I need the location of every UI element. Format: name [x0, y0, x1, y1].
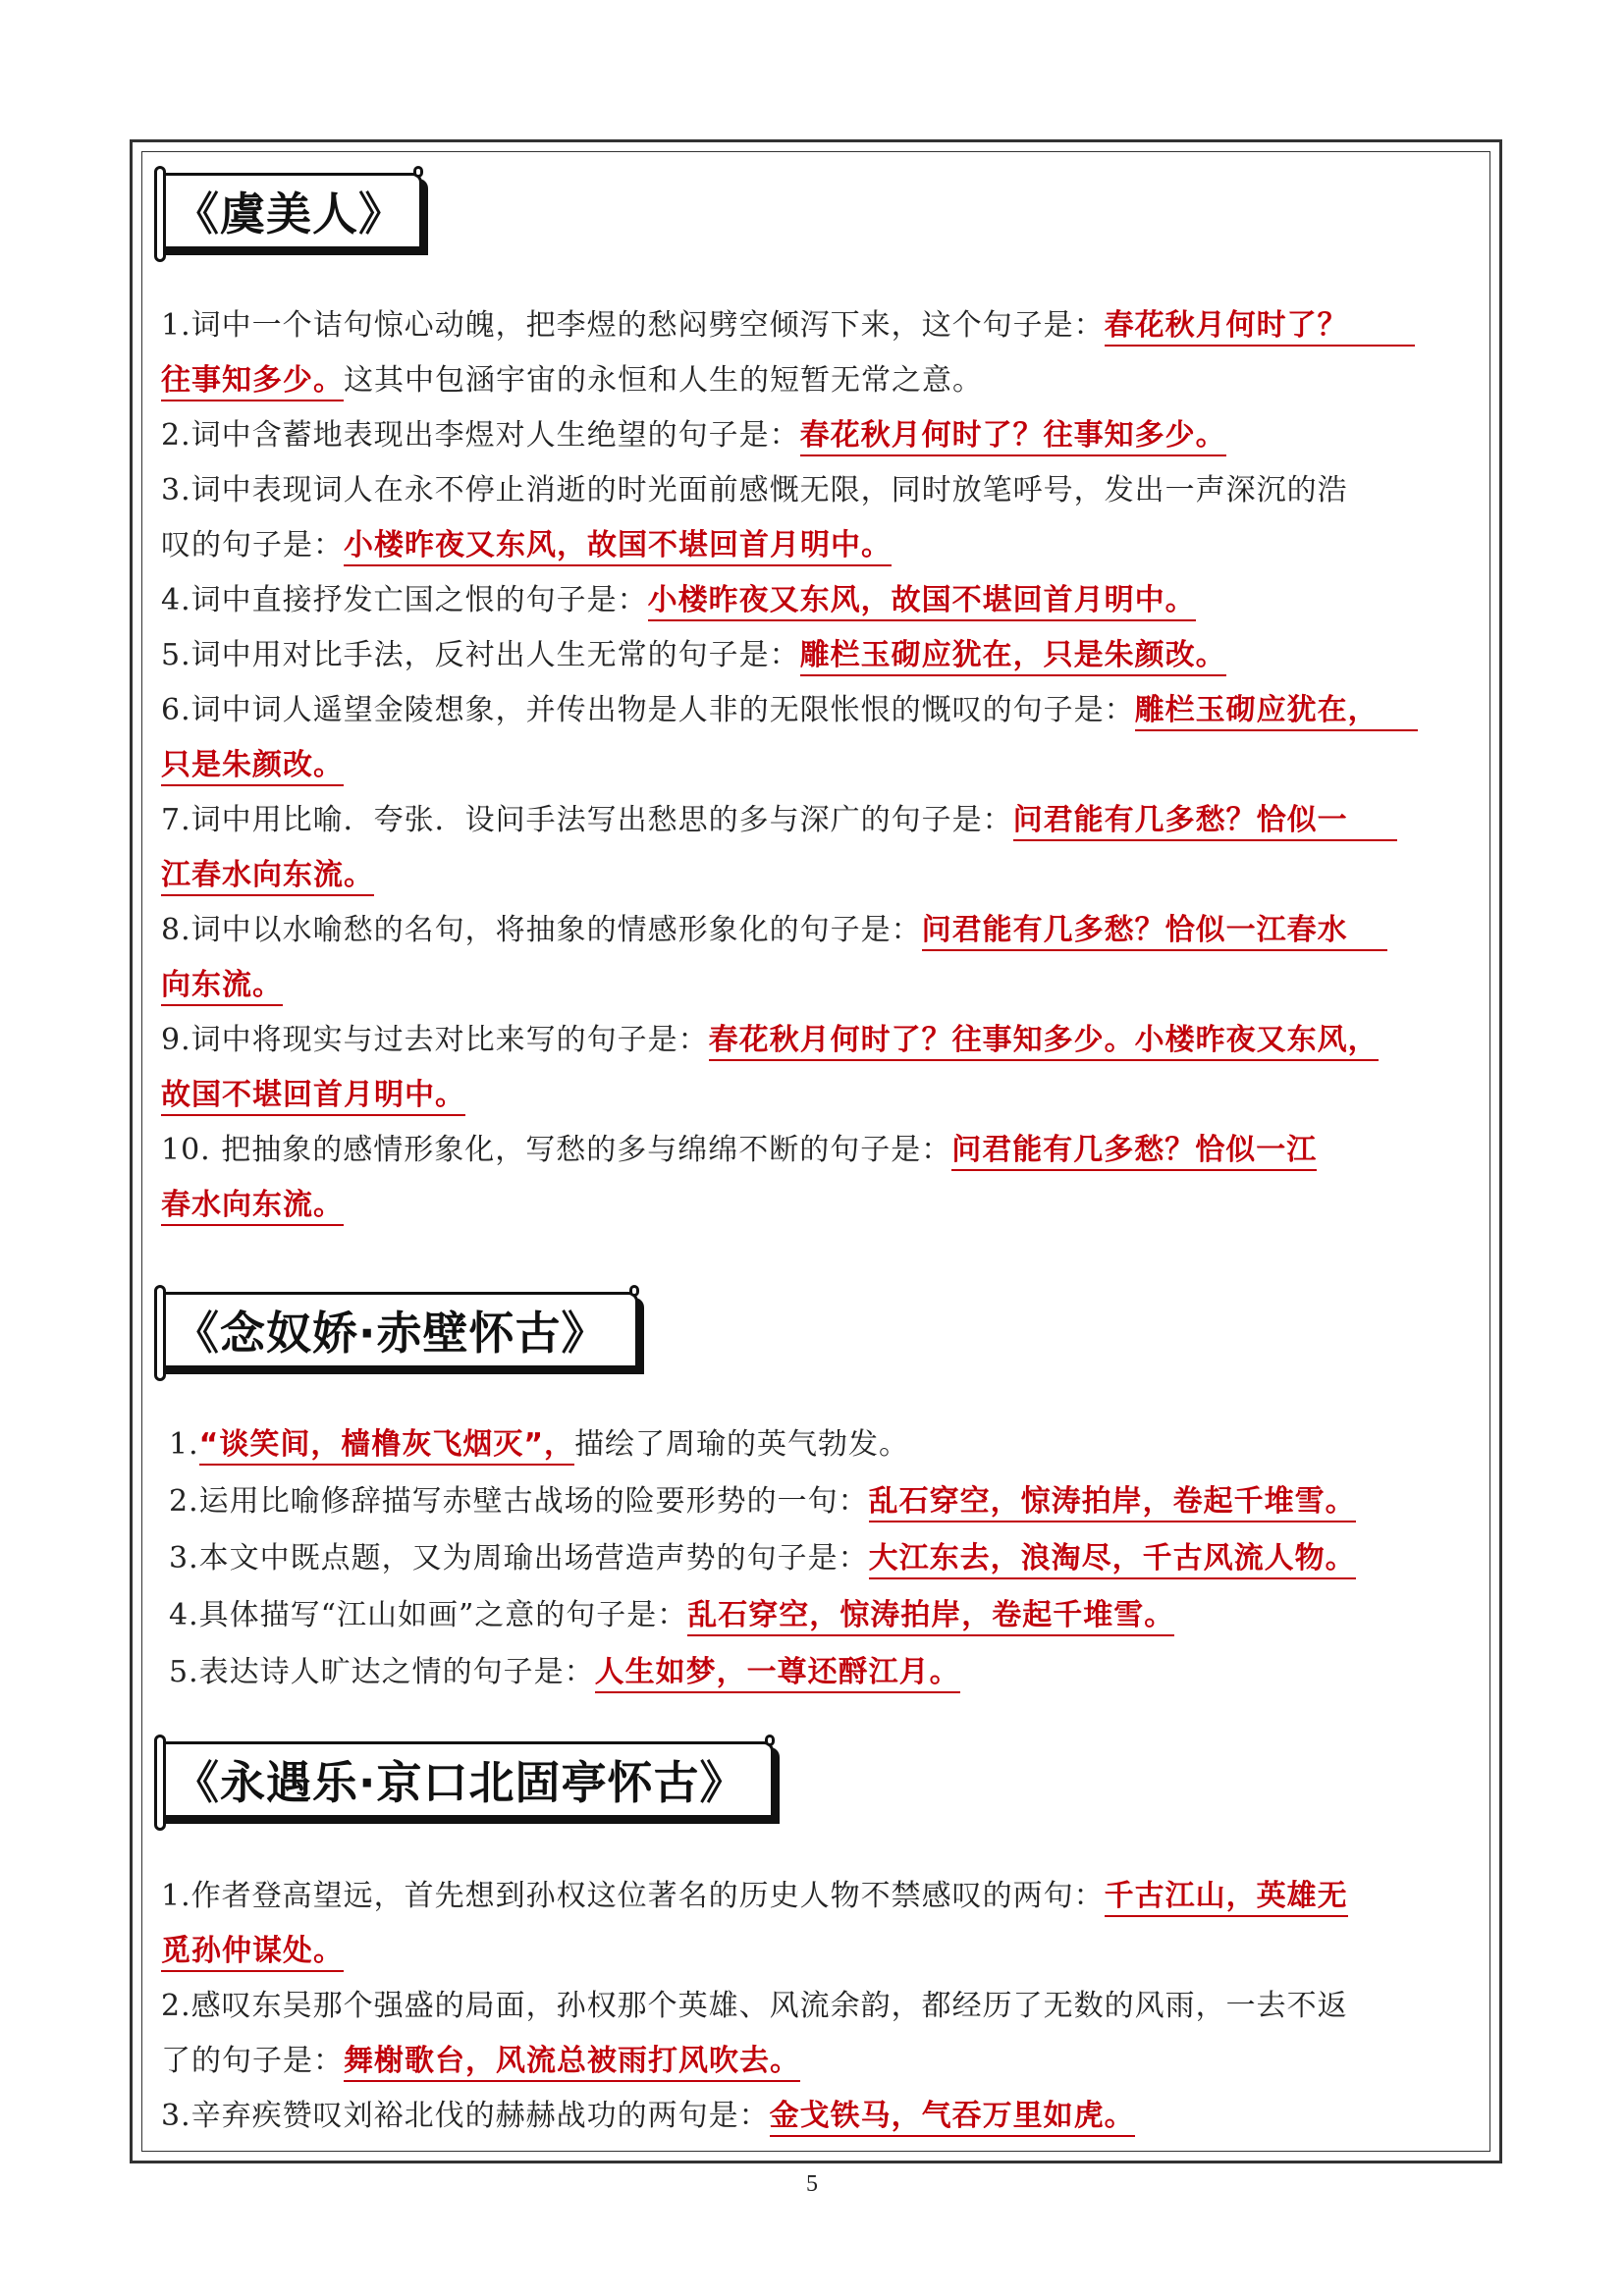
answer-text: 雕栏玉砌应犹在，	[1135, 693, 1379, 731]
question-line: 4.词中直接抒发亡国之恨的句子是：小楼昨夜又东风，故国不堪回首月明中。	[161, 581, 1196, 620]
question-line: 1.词中一个诘句惊心动魄，把李煜的愁闷劈空倾泻下来，这个句子是：春花秋月何时了？	[161, 306, 1415, 347]
question-line: 8.词中以水喻愁的名句，将抽象的情感形象化的句子是：问君能有几多愁？恰似一江春水	[161, 911, 1387, 951]
question-line	[161, 746, 344, 785]
question-line: 往事知多少。这其中包涵宇宙的永恒和人生的短暂无常之意。	[161, 361, 983, 400]
answer-text: 千古江山，英雄无	[1105, 1879, 1348, 1917]
question-line: 5.词中用对比手法，反衬出人生无常的句子是：雕栏玉砌应犹在，只是朱颜改。	[161, 636, 1226, 675]
question-line: 5.表达诗人旷达之情的句子是：人生如梦，一尊还酹江月。	[169, 1653, 960, 1692]
answer-text: 只是朱颜改。	[161, 748, 344, 786]
answer-text: 问君能有几多愁？恰似一江春水	[922, 913, 1348, 951]
question-line: 6.词中词人遥望金陵想象，并传出物是人非的无限怅恨的慨叹的句子是：雕栏玉砌应犹在，	[161, 691, 1418, 731]
scroll-curl-icon	[154, 1735, 166, 1831]
section-title-yongyule	[157, 1741, 774, 1818]
answer-text: 大江东去，浪淘尽，千古风流人物。	[869, 1541, 1356, 1579]
question-line: 1.作者登高望远，首先想到孙权这位著名的历史人物不禁感叹的两句：千古江山，英雄无	[161, 1877, 1348, 1916]
question-line: 叹的句子是：小楼昨夜又东风，故国不堪回首月明中。	[161, 526, 892, 565]
answer-text: 春花秋月何时了？往事知多少。	[800, 418, 1226, 456]
answer-text: 乱石穿空，惊涛拍岸，卷起千堆雪。	[687, 1598, 1174, 1636]
section-title-text: 《虞美人》	[174, 187, 405, 240]
question-line: 3.辛弃疾赞叹刘裕北伐的赫赫战功的两句是：金戈铁马，气吞万里如虎。	[161, 2097, 1135, 2136]
page-number: 5	[806, 2171, 818, 2197]
question-line	[161, 1932, 344, 1971]
question-line: 了的句子是：舞榭歌台，风流总被雨打风吹去。	[161, 2042, 800, 2081]
question-line	[161, 1186, 344, 1225]
answer-text: 舞榭歌台，风流总被雨打风吹去。	[344, 2044, 800, 2082]
question-line: 4.具体描写“江山如画”之意的句子是：乱石穿空，惊涛拍岸，卷起千堆雪。	[169, 1596, 1174, 1635]
answer-text: 江春水向东流。	[161, 858, 374, 896]
section-title-text: 《永遇乐·京口北固亭怀古》	[174, 1756, 746, 1809]
answer-text: 觅孙仲谋处。	[161, 1934, 344, 1972]
answer-text: 春花秋月何时了？	[1105, 308, 1348, 347]
answer-text: 金戈铁马，气吞万里如虎。	[770, 2099, 1135, 2137]
question-line: 2.词中含蓄地表现出李煜对人生绝望的句子是：春花秋月何时了？往事知多少。	[161, 416, 1226, 455]
question-line: 9.词中将现实与过去对比来写的句子是：春花秋月何时了？往事知多少。小楼昨夜又东风，	[161, 1021, 1379, 1060]
answer-text: “谈笑间，樯橹灰飞烟灭”，	[199, 1427, 574, 1466]
question-line: 2.感叹东吴那个强盛的局面，孙权那个英雄、风流余韵，都经历了无数的风雨，一去不返	[161, 1989, 1348, 2023]
answer-text: 人生如梦，一尊还酹江月。	[595, 1655, 960, 1693]
answer-text: 小楼昨夜又东风，故国不堪回首月明中。	[648, 583, 1196, 621]
answer-text: 向东流。	[161, 968, 283, 1006]
answer-text: 春水向东流。	[161, 1188, 344, 1226]
answer-text: 往事知多少。	[161, 363, 344, 401]
question-line: 7.词中用比喻．夸张．设问手法写出愁思的多与深广的句子是：问君能有几多愁？恰似一	[161, 801, 1397, 841]
scroll-curl-icon	[154, 1285, 166, 1381]
section-title-text: 《念奴娇·赤壁怀古》	[174, 1307, 608, 1360]
question-line: 10. 把抽象的感情形象化，写愁的多与绵绵不断的句子是：问君能有几多愁？恰似一江	[161, 1131, 1317, 1170]
answer-text: 小楼昨夜又东风，故国不堪回首月明中。	[344, 528, 892, 566]
answer-text: 春花秋月何时了？往事知多少。小楼昨夜又东风，	[709, 1023, 1379, 1061]
section-title-yumeiren	[157, 173, 422, 249]
answer-text: 问君能有几多愁？恰似一	[1013, 803, 1348, 841]
scroll-curl-icon	[629, 1285, 639, 1297]
answer-text: 雕栏玉砌应犹在，只是朱颜改。	[800, 638, 1226, 676]
answer-text: 问君能有几多愁？恰似一江	[951, 1133, 1317, 1171]
question-line	[161, 856, 374, 895]
scroll-curl-icon	[413, 166, 423, 178]
question-line: 3.本文中既点题，又为周瑜出场营造声势的句子是：大江东去，浪淘尽，千古风流人物。	[169, 1539, 1356, 1578]
question-line	[161, 966, 283, 1005]
answer-text: 乱石穿空，惊涛拍岸，卷起千堆雪。	[869, 1484, 1356, 1522]
question-line: 1.“谈笑间，樯橹灰飞烟灭”，描绘了周瑜的英气勃发。	[169, 1425, 909, 1465]
question-line: 2.运用比喻修辞描写赤壁古战场的险要形势的一句：乱石穿空，惊涛拍岸，卷起千堆雪。	[169, 1482, 1356, 1522]
scroll-curl-icon	[765, 1735, 775, 1746]
question-line: 3.词中表现词人在永不停止消逝的时光面前感慨无限，同时放笔呼号，发出一声深沉的浩	[161, 473, 1348, 507]
answer-text: 故国不堪回首月明中。	[161, 1078, 465, 1116]
scroll-curl-icon	[154, 166, 166, 262]
question-line	[161, 1076, 465, 1115]
section-title-niannujiao	[157, 1292, 638, 1368]
